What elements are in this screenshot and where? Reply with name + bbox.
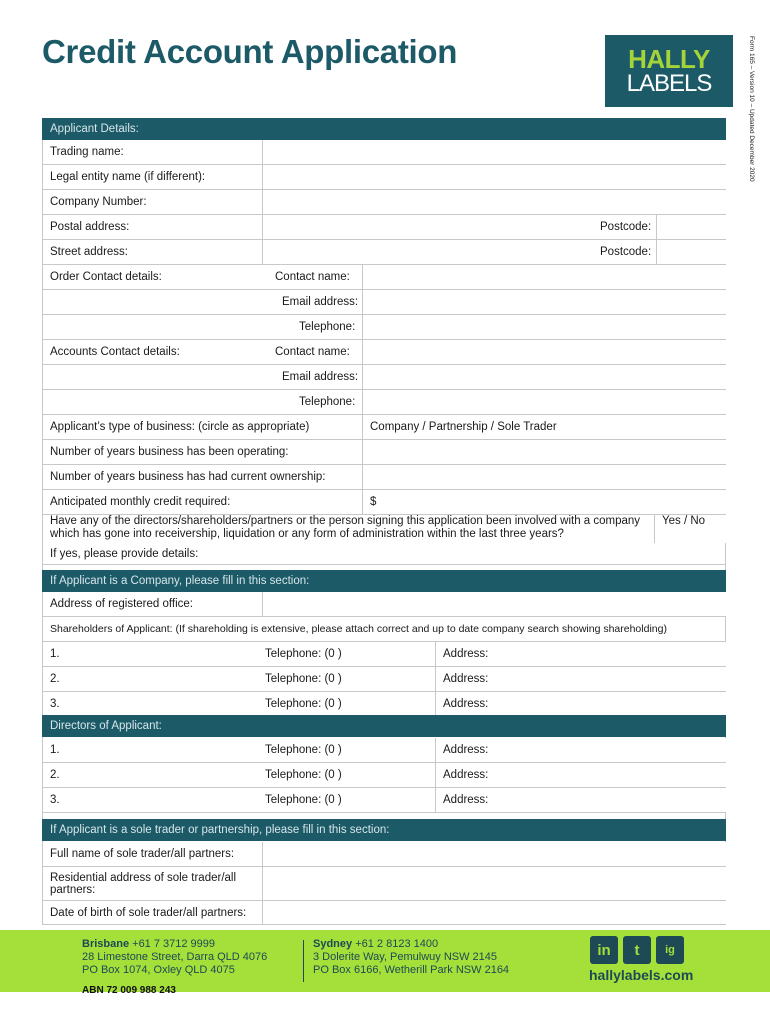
shareholders-note: Shareholders of Applicant: (If shareholding is extensive, please attach correct and up to date company search showing shareholding) bbox=[50, 623, 667, 635]
street-postcode-label: Postcode: bbox=[600, 246, 652, 258]
order-telephone-label: Telephone: bbox=[299, 321, 356, 333]
shareholder-telephone-label: Telephone: (0 ) bbox=[265, 648, 342, 660]
order-email-label: Email address: bbox=[282, 296, 359, 308]
shareholder-name-input[interactable] bbox=[60, 642, 262, 666]
street-address-label: Street address: bbox=[50, 246, 128, 258]
hally-labels-logo bbox=[605, 35, 733, 107]
residential-address-row bbox=[42, 867, 726, 901]
accounts-contact-name-row bbox=[42, 340, 726, 365]
trading-name-label: Trading name: bbox=[50, 146, 124, 158]
accounts-email-row bbox=[42, 365, 726, 390]
postal-address-row bbox=[42, 215, 726, 240]
shareholders-note-row bbox=[42, 617, 726, 642]
accounts-telephone-input[interactable] bbox=[362, 390, 726, 414]
director-row-3 bbox=[42, 788, 726, 813]
order-contact-name-label: Contact name: bbox=[275, 271, 350, 283]
monthly-credit-input[interactable] bbox=[362, 490, 726, 514]
director-number: 2. bbox=[50, 769, 60, 781]
postal-postcode-input[interactable] bbox=[656, 215, 726, 239]
monthly-credit-label: Anticipated monthly credit required: bbox=[50, 496, 231, 508]
street-address-row bbox=[42, 240, 726, 265]
shareholder-row-3 bbox=[42, 692, 726, 717]
twitter-icon[interactable]: t bbox=[623, 936, 651, 964]
footer-divider bbox=[303, 940, 304, 982]
shareholder-number: 2. bbox=[50, 673, 60, 685]
postal-postcode-label: Postcode: bbox=[600, 221, 652, 233]
sydney-po-box: PO Box 6166, Wetherill Park NSW 2164 bbox=[313, 964, 510, 976]
director-telephone-label: Telephone: (0 ) bbox=[265, 794, 342, 806]
if-yes-row bbox=[42, 543, 726, 565]
registered-office-label: Address of registered office: bbox=[50, 598, 193, 610]
brisbane-contact bbox=[82, 938, 267, 977]
order-contact-name-row bbox=[42, 265, 726, 290]
accounts-telephone-row bbox=[42, 390, 726, 415]
shareholder-telephone-label: Telephone: (0 ) bbox=[265, 673, 342, 685]
form-version: Form 165 – Version 10 – Updated December 2020 bbox=[748, 36, 755, 182]
linkedin-icon[interactable]: in bbox=[590, 936, 618, 964]
director-telephone-label: Telephone: (0 ) bbox=[265, 744, 342, 756]
director-address-label: Address: bbox=[443, 744, 489, 756]
trading-name-input[interactable] bbox=[262, 140, 726, 164]
brisbane-phone[interactable]: +61 7 3712 9999 bbox=[132, 938, 216, 950]
years-ownership-row bbox=[42, 465, 726, 490]
abn-number: ABN 72 009 988 243 bbox=[82, 985, 176, 996]
director-row-2 bbox=[42, 763, 726, 788]
dob-row bbox=[42, 901, 726, 925]
sydney-city: Sydney bbox=[313, 938, 353, 950]
section-sole-trader: If Applicant is a sole trader or partnership, please fill in this section: bbox=[42, 819, 726, 841]
accounts-contact-label: Accounts Contact details: bbox=[50, 346, 180, 358]
order-contact-label: Order Contact details: bbox=[50, 271, 162, 283]
dob-label: Date of birth of sole trader/all partners: bbox=[50, 906, 247, 919]
shareholder-number: 1. bbox=[50, 648, 60, 660]
accounts-contact-name-label: Contact name: bbox=[275, 346, 350, 358]
shareholder-address-label: Address: bbox=[443, 648, 489, 660]
trading-name-row bbox=[42, 140, 726, 165]
brisbane-street: 28 Limestone Street, Darra QLD 4076 bbox=[82, 951, 268, 963]
order-email-input[interactable] bbox=[362, 290, 726, 314]
director-address-label: Address: bbox=[443, 794, 489, 806]
years-operating-input[interactable] bbox=[362, 440, 726, 464]
section-applicant-details: Applicant Details: bbox=[42, 118, 726, 140]
dob-input[interactable] bbox=[262, 901, 726, 924]
company-number-row bbox=[42, 190, 726, 215]
shareholder-row-2 bbox=[42, 667, 726, 692]
business-type-row bbox=[42, 415, 726, 440]
years-ownership-input[interactable] bbox=[362, 465, 726, 489]
sydney-contact bbox=[313, 938, 509, 977]
footer bbox=[0, 930, 770, 992]
director-address-label: Address: bbox=[443, 769, 489, 781]
insolvency-question: Have any of the directors/shareholders/partners or the person signing this application been involved with a company which has gone into receivership, liquidation or any form of administration within the last three years? bbox=[50, 515, 641, 540]
shareholder-telephone-label: Telephone: (0 ) bbox=[265, 698, 342, 710]
order-contact-name-input[interactable] bbox=[362, 265, 726, 289]
shareholder-address-label: Address: bbox=[443, 673, 489, 685]
if-yes-label: If yes, please provide details: bbox=[50, 547, 199, 560]
logo-line-2: LABELS bbox=[626, 70, 712, 97]
dollar-sign: $ bbox=[370, 496, 377, 508]
business-type-options[interactable]: Company / Partnership / Sole Trader bbox=[370, 421, 557, 433]
years-operating-row bbox=[42, 440, 726, 465]
registered-office-input[interactable] bbox=[262, 592, 726, 616]
postal-address-label: Postal address: bbox=[50, 221, 130, 233]
years-ownership-label: Number of years business has had current ownership: bbox=[50, 471, 326, 483]
director-number: 1. bbox=[50, 744, 60, 756]
years-operating-label: Number of years business has been operating: bbox=[50, 446, 289, 458]
accounts-email-label: Email address: bbox=[282, 371, 359, 383]
accounts-contact-name-input[interactable] bbox=[362, 340, 726, 364]
full-name-label: Full name of sole trader/all partners: bbox=[50, 848, 235, 860]
insolvency-row bbox=[42, 515, 726, 543]
shareholder-number: 3. bbox=[50, 698, 60, 710]
shareholder-address-label: Address: bbox=[443, 698, 489, 710]
legal-entity-label: Legal entity name (if different): bbox=[50, 171, 206, 183]
legal-entity-row bbox=[42, 165, 726, 190]
order-telephone-row bbox=[42, 315, 726, 340]
shareholder-row-1 bbox=[42, 642, 726, 667]
director-row-1 bbox=[42, 738, 726, 763]
brisbane-po-box: PO Box 1074, Oxley QLD 4075 bbox=[82, 964, 235, 976]
residential-address-input[interactable] bbox=[262, 867, 726, 900]
company-number-input[interactable] bbox=[262, 190, 726, 214]
company-number-label: Company Number: bbox=[50, 196, 147, 208]
sydney-street: 3 Dolerite Way, Pemulwuy NSW 2145 bbox=[313, 951, 498, 963]
logo-line-1: HALLY bbox=[628, 44, 710, 74]
brisbane-city: Brisbane bbox=[82, 938, 130, 950]
yes-no-option[interactable]: Yes / No bbox=[662, 515, 706, 527]
registered-office-row bbox=[42, 592, 726, 617]
business-type-label: Applicant’s type of business: (circle as appropriate) bbox=[50, 421, 310, 433]
sydney-phone[interactable]: +61 2 8123 1400 bbox=[355, 938, 439, 950]
social-links bbox=[590, 936, 684, 964]
director-telephone-label: Telephone: (0 ) bbox=[265, 769, 342, 781]
full-name-row bbox=[42, 842, 726, 867]
section-directors: Directors of Applicant: bbox=[42, 715, 726, 737]
instagram-icon[interactable]: ig bbox=[656, 936, 684, 964]
website-link[interactable]: hallylabels.com bbox=[589, 967, 694, 983]
page-title: Credit Account Application bbox=[42, 33, 458, 70]
accounts-email-input[interactable] bbox=[362, 365, 726, 389]
director-number: 3. bbox=[50, 794, 60, 806]
full-name-input[interactable] bbox=[262, 842, 726, 866]
residential-address-label: Residential address of sole trader/all partners: bbox=[50, 871, 237, 896]
street-postcode-input[interactable] bbox=[656, 240, 726, 264]
monthly-credit-row bbox=[42, 490, 726, 515]
order-telephone-input[interactable] bbox=[362, 315, 726, 339]
legal-entity-input[interactable] bbox=[262, 165, 726, 189]
accounts-telephone-label: Telephone: bbox=[299, 396, 356, 408]
order-email-row bbox=[42, 290, 726, 315]
section-company: If Applicant is a Company, please fill in this section: bbox=[42, 570, 726, 592]
